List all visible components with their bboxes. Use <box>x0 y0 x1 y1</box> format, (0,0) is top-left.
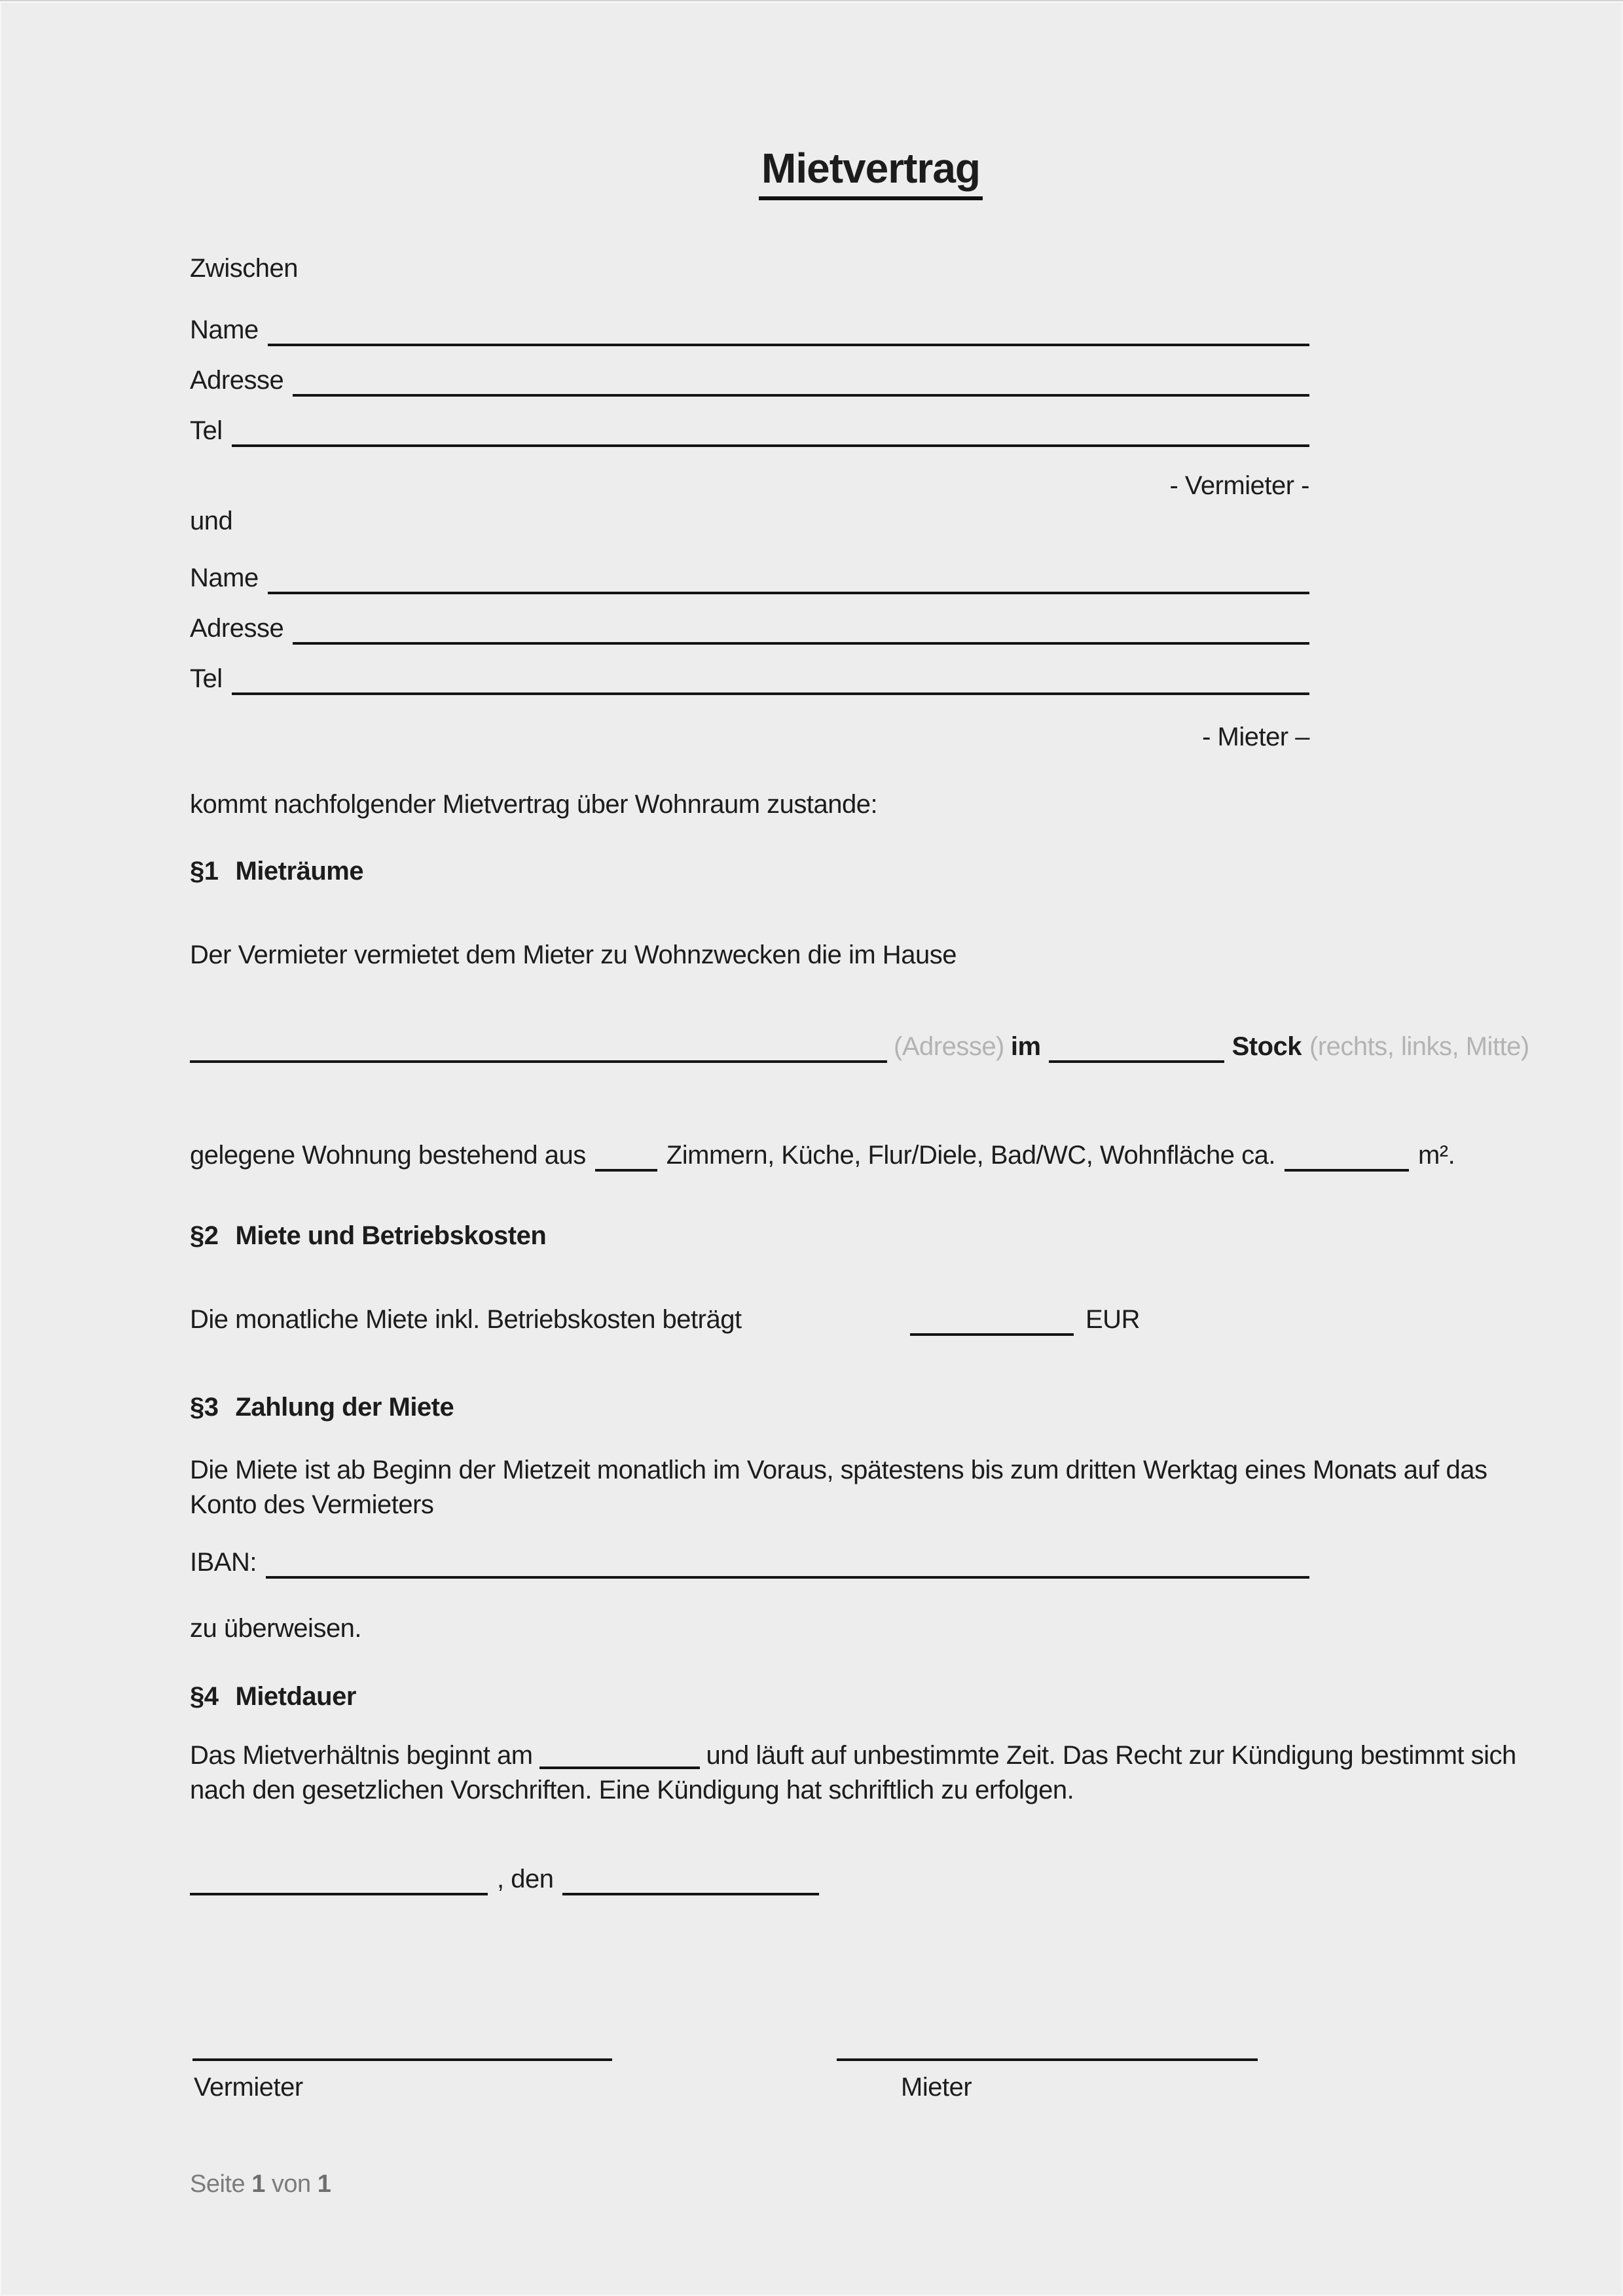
tenant-address-label: Adresse <box>190 614 284 643</box>
footer-page-number: 1 <box>251 2170 265 2198</box>
landlord-address-blank-line <box>293 364 1309 397</box>
intro-label: Zwischen <box>190 254 298 283</box>
tenant-address-row <box>190 612 1309 645</box>
address-blank-line <box>190 1030 887 1063</box>
tenant-name-row <box>190 562 1309 594</box>
tenant-signature-line <box>837 2058 1258 2061</box>
place-date-row <box>190 1863 858 1895</box>
tenant-name-blank-line <box>268 562 1309 594</box>
title-row <box>190 144 1552 200</box>
rent-text: Die monatliche Miete inkl. Betriebskosten beträgt <box>190 1305 742 1334</box>
landlord-address-row <box>190 364 1309 397</box>
floor-preposition: im <box>1010 1032 1041 1061</box>
tenant-address-blank-line <box>293 612 1309 645</box>
place-blank-line <box>190 1863 488 1895</box>
section-1-heading <box>190 855 363 887</box>
lead-in-text: kommt nachfolgender Mietvertrag über Wohnraum zustande: <box>190 790 878 819</box>
page-footer <box>190 2170 331 2198</box>
rooms-count-blank-line <box>595 1139 657 1172</box>
section-3-number: §3 <box>190 1393 219 1422</box>
section-2-number: §2 <box>190 1221 219 1250</box>
section-4-heading <box>190 1681 356 1712</box>
term-text-a: Das Mietverhältnis beginnt am <box>190 1741 533 1770</box>
rooms-text-a: gelegene Wohnung bestehend aus <box>190 1141 586 1170</box>
landlord-signature-label: Vermieter <box>194 2073 303 2102</box>
section-4-title: Mietdauer <box>235 1682 356 1711</box>
landlord-address-label: Adresse <box>190 366 284 395</box>
landlord-phone-blank-line <box>232 414 1309 447</box>
address-hint: (Adresse) <box>894 1032 1004 1061</box>
landlord-name-row <box>190 314 1309 346</box>
connector-label: und <box>190 507 233 535</box>
section-2-title: Miete und Betriebskosten <box>235 1221 547 1250</box>
section-1-line1: Der Vermieter vermietet dem Mieter zu Wohnzwecken die im Hause <box>190 941 957 969</box>
tenant-phone-blank-line <box>232 662 1309 695</box>
landlord-phone-row <box>190 414 1309 447</box>
footer-seite-label: Seite <box>190 2170 246 2198</box>
tenant-name-label: Name <box>190 564 259 592</box>
tenant-role-label: - Mieter – <box>1202 723 1309 751</box>
start-date-blank-line <box>539 1747 700 1769</box>
section-3-paragraph: Die Miete ist ab Beginn der Mietzeit monatlich im Voraus, spätestens bis zum dritten Werktag eines Monats auf das Konto des Vermieters <box>190 1456 1487 1519</box>
document-title: Mietvertrag <box>759 144 983 200</box>
landlord-name-label: Name <box>190 315 259 344</box>
landlord-phone-label: Tel <box>190 416 223 445</box>
iban-row <box>190 1546 1309 1579</box>
section-1-address-row <box>190 1030 1552 1063</box>
date-blank-line <box>562 1863 819 1895</box>
iban-blank-line <box>266 1546 1309 1579</box>
tenant-signature-label: Mieter <box>901 2073 972 2102</box>
rooms-text-c: m². <box>1417 1141 1455 1170</box>
footer-von-label: von <box>271 2170 311 2198</box>
section-1-title: Mieträume <box>235 857 364 886</box>
floor-blank-line <box>1049 1030 1224 1063</box>
rooms-text-b: Zimmern, Küche, Flur/Diele, Bad/WC, Wohnfläche ca. <box>666 1141 1275 1170</box>
iban-label: IBAN: <box>190 1548 257 1577</box>
rent-amount-blank-line <box>910 1303 1074 1336</box>
section-1-rooms-row <box>190 1139 1552 1172</box>
section-3-heading <box>190 1391 454 1423</box>
footer-total-pages: 1 <box>317 2170 331 2198</box>
section-4-number: §4 <box>190 1682 219 1711</box>
section-2-heading <box>190 1220 546 1251</box>
section-3-title: Zahlung der Miete <box>235 1393 454 1422</box>
floor-label: Stock <box>1231 1032 1302 1061</box>
date-separator: , den <box>497 1865 554 1893</box>
term-text-b: und läuft auf unbestimmte Zeit. Das Recht zur Kündigung bestimmt sich nach den gesetzlichen Vorschriften. Eine Kündigung hat schriftlich zu erfolgen. <box>190 1741 1516 1804</box>
tenant-phone-label: Tel <box>190 664 223 693</box>
section-3-closing: zu überweisen. <box>190 1614 362 1643</box>
landlord-signature-line <box>192 2058 612 2061</box>
landlord-name-blank-line <box>268 314 1309 346</box>
floor-position-hint: (rechts, links, Mitte) <box>1309 1032 1529 1061</box>
tenant-phone-row <box>190 662 1309 695</box>
landlord-role-label: - Vermieter - <box>1169 471 1309 500</box>
section-2-rent-row <box>190 1303 1552 1336</box>
section-1-number: §1 <box>190 857 219 886</box>
area-blank-line <box>1285 1139 1409 1172</box>
currency-label: EUR <box>1085 1305 1140 1334</box>
section-4-paragraph <box>190 1738 1552 1808</box>
